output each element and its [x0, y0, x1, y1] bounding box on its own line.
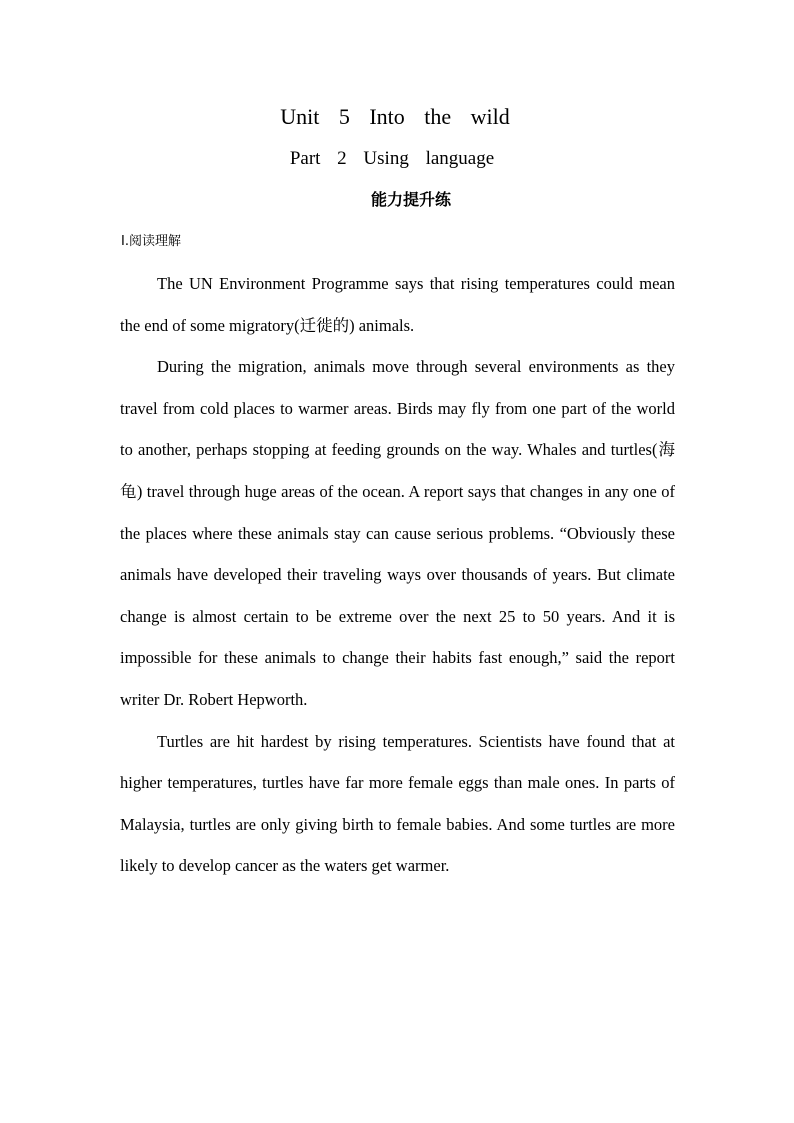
passage-paragraph: The UN Environment Programme says that rising temperatures could mean the end of some migratory(迁徙的) animals. — [120, 274, 675, 335]
section-label-reading-comprehension: Ⅰ.阅读理解 — [121, 234, 181, 249]
exercise-level-title: 能力提升练 — [370, 190, 451, 209]
unit-title: Unit 5 Into the wild — [280, 104, 510, 129]
part-title: Part 2 Using language — [289, 148, 495, 169]
reading-passage — [120, 263, 675, 887]
passage-paragraph: During the migration, animals move through several environments as they travel from cold places to warmer areas. Birds may fly from one part of the world to another, perhaps stopping at feeding grounds on the way. Whales and turtles(海龟) travel through huge areas of the ocean. A report says that changes in any one of the places where these animals stay can cause serious problems. “Obviously these animals have developed their traveling ways over thousands of years. But climate change is almost certain to be extreme over the next 25 to 50 years. And it is impossible for these animals to change their habits fast enough,” said the report writer Dr. Robert Hepworth. — [120, 357, 675, 709]
passage-paragraph: Turtles are hit hardest by rising temperatures. Scientists have found that at higher temperatures, turtles have far more female eggs than male ones. In parts of Malaysia, turtles are only giving birth to female babies. And some turtles are more likely to develop cancer as the waters get warmer. — [120, 731, 675, 876]
